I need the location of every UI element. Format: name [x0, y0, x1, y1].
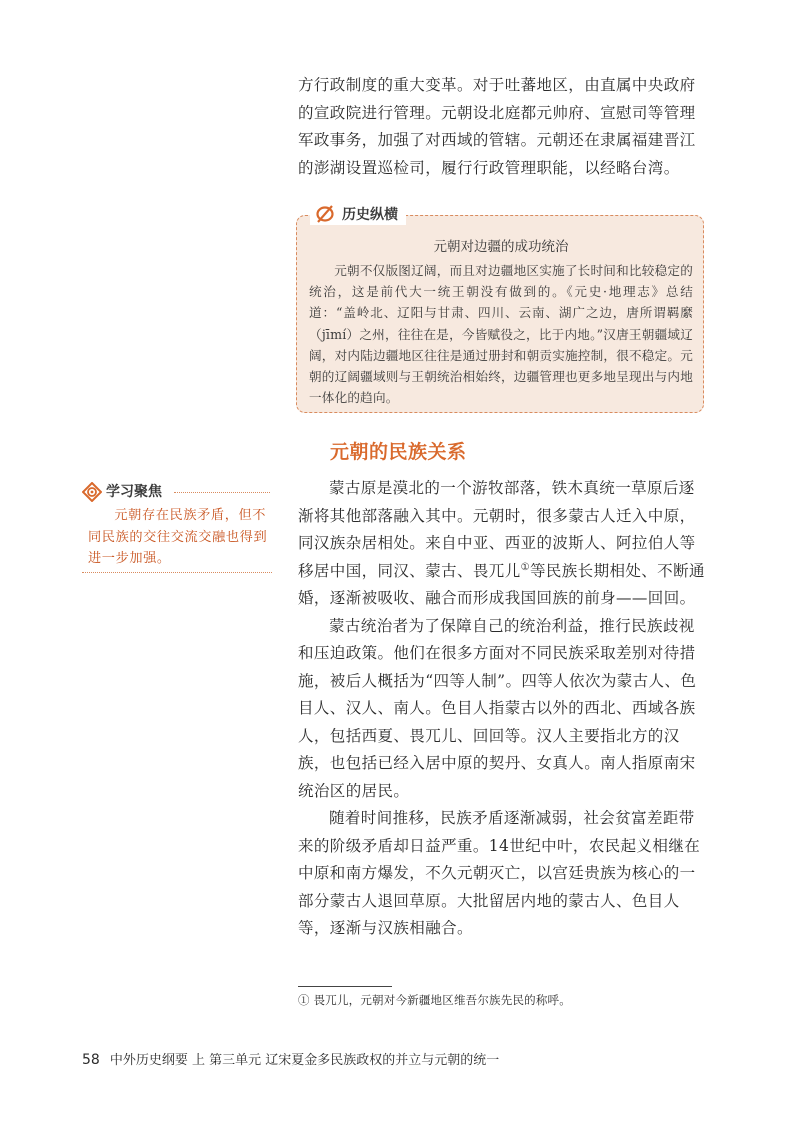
paragraph-1-end: 等民族长期相处、不断通婚，逐渐被吸收、融合而形成我国回族的前身——回回。: [298, 561, 705, 607]
footnote-rule: [298, 986, 392, 987]
page-number: 58: [82, 1052, 100, 1068]
history-box-header: [310, 203, 406, 225]
history-box-content: [309, 237, 693, 408]
intro-text: 方行政制度的重大变革。对于吐蕃地区，由直属中央政府的宣政院进行管理。元朝设北庭都元帅府、宣慰司等管理军政事务，加强了对西域的管辖。元朝还在隶属福建晋江的澎湖设置巡检司，履行行政管理职能，以经略台湾。: [298, 76, 696, 177]
paragraph-1-start: 蒙古原是漠北的一个游牧部落，铁木真统一草原后逐渐将其他部落融入其中。元朝时，很多蒙古人迁入中原，同汉族杂居相处。来自中亚、西亚的波斯人、阿拉伯人等移居中国，同汉、蒙古、畏兀儿: [298, 479, 696, 580]
study-focus-divider: [174, 492, 270, 493]
study-focus-header: [82, 482, 270, 502]
footnote-ref[interactable]: ①: [520, 561, 530, 573]
footer-text: 中外历史纲要 上 第三单元 辽宋夏金多民族政权的并立与元朝的统一: [109, 1053, 500, 1068]
main-text: [298, 475, 706, 943]
study-focus-label: 学习聚焦: [106, 484, 162, 500]
history-box-label: 历史纵横: [342, 207, 398, 223]
study-focus-bottom-divider: [82, 572, 272, 573]
study-focus-text: 元朝存在民族矛盾，但不同民族的交往交流交融也得到进一步加强。: [88, 508, 268, 566]
intro-paragraph: [298, 72, 706, 182]
history-box-title: 元朝对边疆的成功统治: [433, 239, 569, 255]
history-box-text: 元朝不仅版图辽阔，而且对边疆地区实施了长时间和比较稳定的统治，这是前代大一统王朝没有做到的。《元史·地理志》总结道：“盖岭北、辽阳与甘肃、四川、云南、湖广之边，唐所谓羁縻（jīmí）之州，往往在是，今皆赋役之，比于内地。”汉唐王朝疆域辽阔，对内陆边疆地区往往是通过册封和朝贡实施控制，很不稳定。元朝的辽阔疆域则与王朝统治相始终，边疆管理也更多地呈现出与内地一体化的趋向。: [309, 263, 693, 406]
section-title: 元朝的民族关系: [330, 441, 467, 463]
paragraph-1: [298, 475, 706, 613]
paragraph-3: 随着时间推移，民族矛盾逐渐减弱，社会贫富差距带来的阶级矛盾却日益严重。14世纪中叶，农民起义相继在中原和南方爆发，不久元朝灭亡，以宫廷贵族为核心的一部分蒙古人退回草原。大批留居内地的蒙古人、色目人等，逐渐与汉族相融合。: [298, 809, 701, 937]
footnote: ① 畏兀儿，元朝对今新疆地区维吾尔族先民的称呼。: [298, 993, 571, 1007]
history-slash-icon: [314, 205, 336, 223]
page-footer: [82, 1049, 499, 1068]
focus-target-icon: [82, 482, 102, 502]
paragraph-2: 蒙古统治者为了保障自己的统治利益，推行民族歧视和压迫政策。他们在很多方面对不同民族采取差别对待措施，被后人概括为“四等人制”。四等人依次为蒙古人、色目人、汉人、南人。色目人指蒙古以外的西北、西域各族人，包括西夏、畏兀儿、回回等。汉人主要指北方的汉族，也包括已经入居中原的契丹、女真人。南人指原南宋统治区的居民。: [298, 616, 697, 800]
